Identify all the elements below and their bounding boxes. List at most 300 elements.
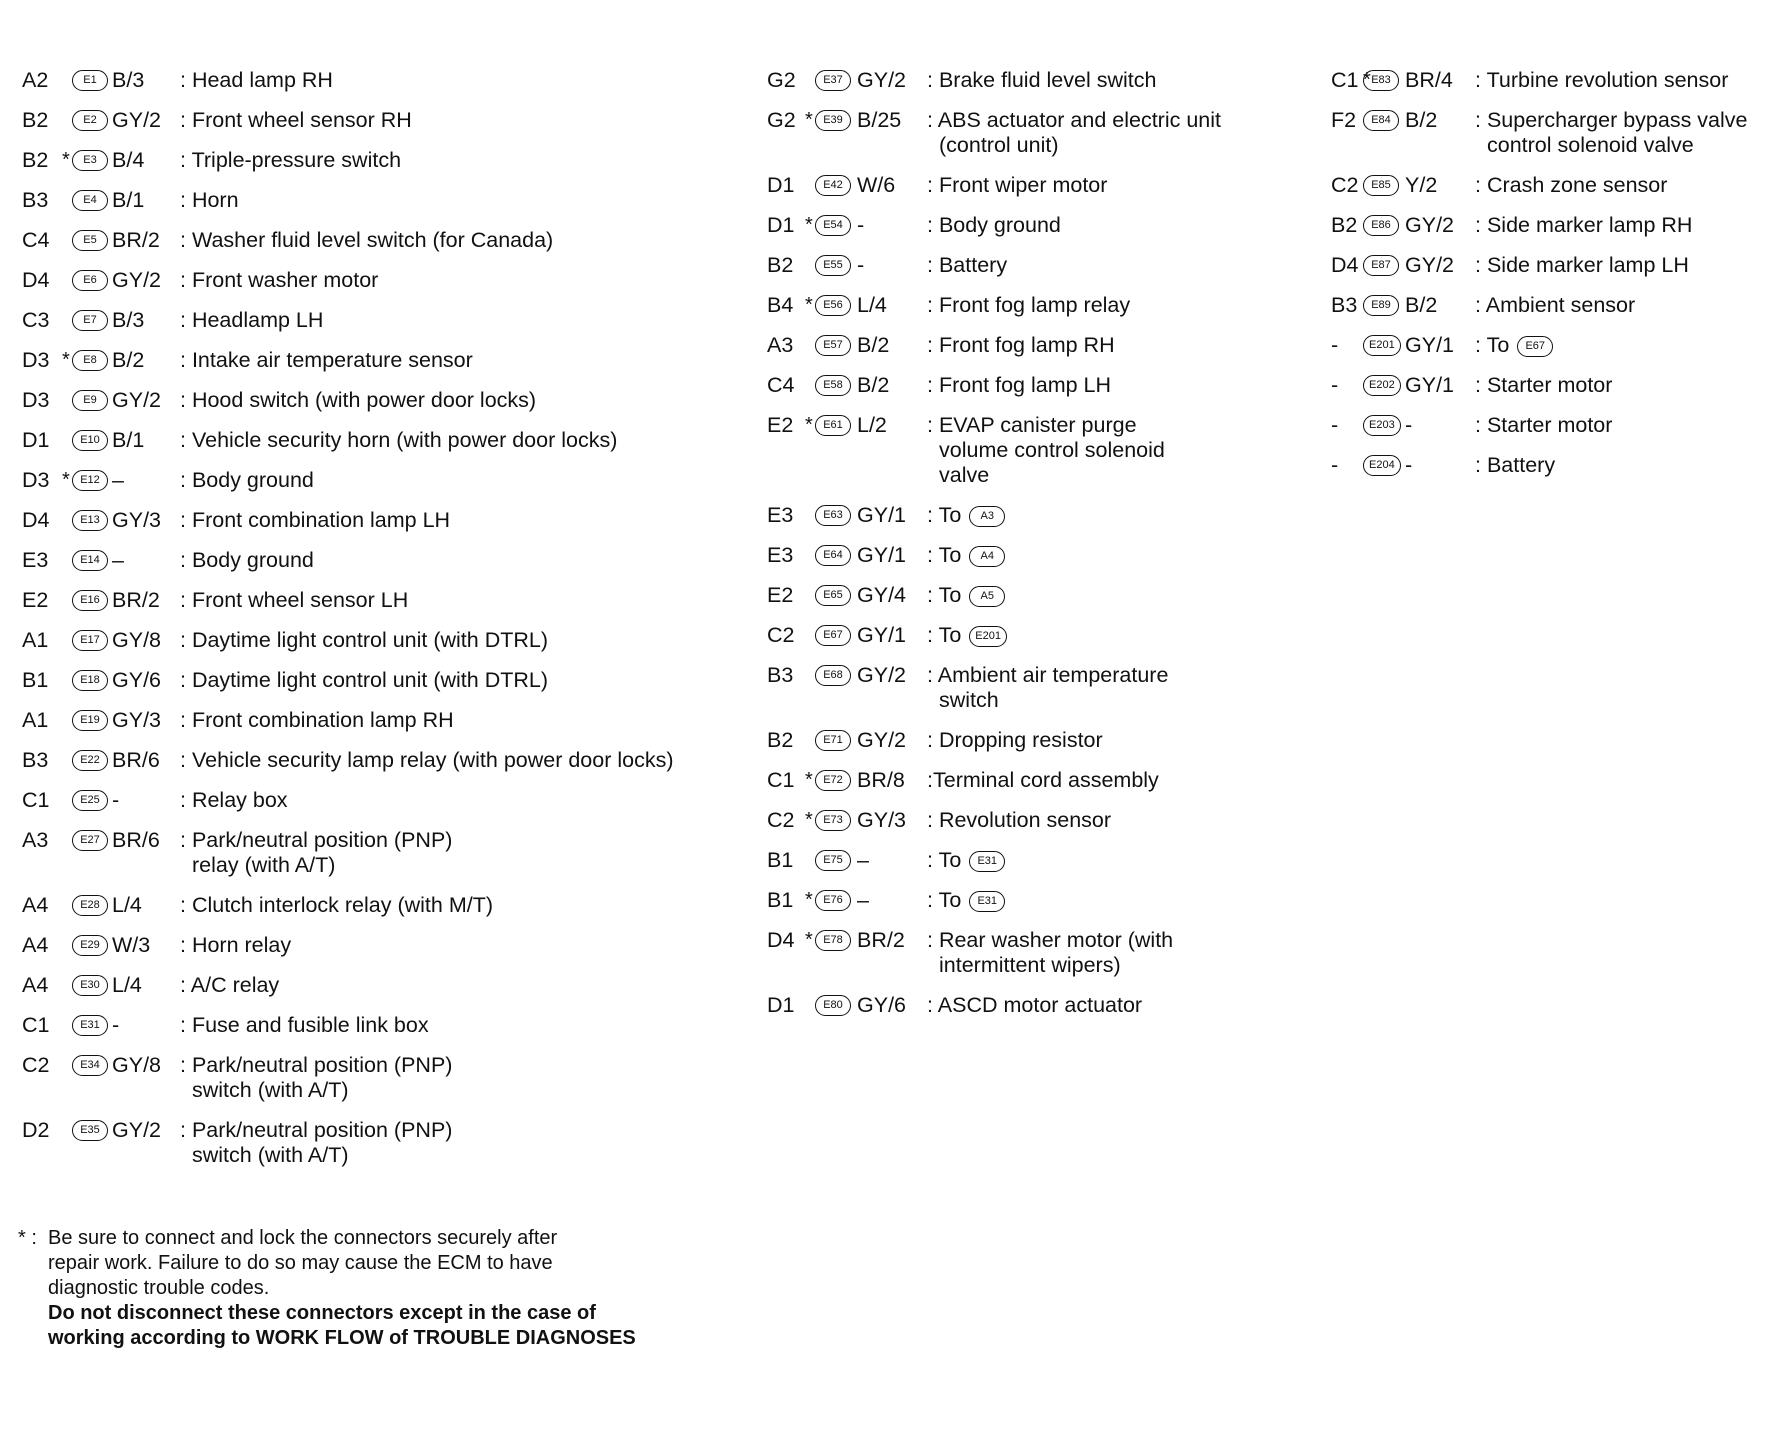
description-line: : Horn (180, 188, 239, 212)
grid-reference: D3 (22, 468, 50, 492)
connector-description (1475, 173, 1776, 198)
connector-spec: GY/3 (112, 708, 161, 732)
grid-reference: B2 (1331, 213, 1358, 237)
connector-cell (815, 543, 857, 566)
connector-row (22, 228, 752, 253)
connector-spec: – (112, 548, 124, 572)
description-line (180, 1143, 752, 1168)
description-line: : Side marker lamp RH (1475, 213, 1693, 237)
connector-number: E73 (815, 810, 851, 831)
connector-row (1331, 373, 1776, 398)
connector-spec: BR/2 (112, 228, 160, 252)
footnote-line-4: Do not disconnect these connectors except in the case of (48, 1302, 596, 1324)
connector-number: E85 (1363, 175, 1399, 196)
connector-row (767, 663, 1327, 713)
connector-number: E30 (72, 975, 108, 996)
grid-reference: F2 (1331, 108, 1357, 132)
description-text: Battery (938, 253, 1008, 277)
connector-number: E35 (72, 1120, 108, 1141)
connector-row (22, 1053, 752, 1103)
description-line: : Dropping resistor (927, 728, 1103, 752)
connector-spec: B/3 (112, 308, 145, 332)
connector-cell (1363, 173, 1405, 196)
connector-description (927, 928, 1327, 978)
connector-description (927, 543, 1327, 568)
grid-reference: D4 (22, 508, 50, 532)
connector-description (927, 333, 1327, 358)
connector-cell (72, 508, 112, 531)
connector-number: E14 (72, 550, 108, 571)
connector-spec: GY/2 (1405, 213, 1454, 237)
connector-cell (72, 933, 112, 956)
connector-spec: L/4 (112, 893, 142, 917)
connector-description (927, 413, 1327, 488)
description-line: : Horn relay (180, 933, 292, 957)
description-text: Brake fluid level switch (938, 68, 1157, 92)
description-text: Body ground (191, 548, 314, 572)
description-line: : Brake fluid level switch (927, 68, 1157, 92)
description-line: : Front combination lamp LH (180, 508, 451, 532)
grid-reference: A2 (22, 68, 49, 92)
grid-reference: - (1331, 373, 1339, 397)
grid-reference: C4 (22, 228, 50, 252)
connector-number: E202 (1363, 375, 1401, 396)
description-text: Park/neutral position (PNP) (191, 828, 453, 852)
description-text: Ambient air temperature (937, 663, 1169, 687)
caution-star: * (805, 929, 813, 951)
connector-description (927, 663, 1327, 713)
grid-reference: D3 (22, 388, 50, 412)
connector-row (767, 293, 1327, 318)
connector-description (927, 993, 1327, 1018)
connector-cell (72, 268, 112, 291)
to-connector: E31 (969, 851, 1005, 872)
connector-spec: B/2 (112, 348, 145, 372)
grid-reference: C2 (1331, 173, 1359, 197)
connector-row (22, 388, 752, 413)
caution-star: * (805, 414, 813, 436)
connector-cell (815, 333, 857, 356)
description-text: relay (with A/T) (192, 853, 336, 877)
grid-reference: B1 (767, 848, 794, 872)
caution-star: * (805, 214, 813, 236)
connector-row (22, 268, 752, 293)
grid-reference: B3 (22, 748, 49, 772)
connector-description (1475, 333, 1776, 358)
connector-row (1331, 173, 1776, 198)
connector-description (1475, 373, 1776, 398)
description-line: : Side marker lamp LH (1475, 253, 1689, 277)
connector-description (180, 748, 752, 773)
connector-cell (72, 748, 112, 771)
description-text: To (938, 888, 962, 912)
connector-row (767, 728, 1327, 753)
description-line: : A/C relay (180, 973, 280, 997)
connector-cell (815, 808, 857, 831)
description-text: Front fog lamp LH (938, 373, 1112, 397)
connector-number: E2 (72, 110, 108, 131)
footnote-line-3: diagnostic trouble codes. (48, 1277, 270, 1299)
connector-spec: - (1405, 453, 1413, 477)
connector-number: E86 (1363, 215, 1399, 236)
connector-number: E34 (72, 1055, 108, 1076)
description-text: To (1486, 333, 1510, 357)
description-line: : Body ground (180, 468, 314, 492)
connector-row (1331, 213, 1776, 238)
grid-reference: D4 (22, 268, 50, 292)
connector-spec: GY/2 (1405, 253, 1454, 277)
description-text: Rear washer motor (with (938, 928, 1174, 952)
description-line (927, 463, 1327, 488)
connector-spec: GY/2 (857, 68, 906, 92)
connector-number: E31 (72, 1015, 108, 1036)
connector-cell (815, 728, 857, 751)
footnote-line-2: repair work. Failure to do so may cause the ECM to have (48, 1252, 553, 1274)
connector-row (22, 828, 752, 878)
connector-description (927, 808, 1327, 833)
connector-cell (72, 548, 112, 571)
description-line: : Front fog lamp LH (927, 373, 1112, 397)
connector-description (180, 468, 752, 493)
connector-description (180, 828, 752, 878)
description-text: Front fog lamp relay (938, 293, 1131, 317)
description-text: switch (with A/T) (192, 1143, 349, 1167)
connector-number: E7 (72, 310, 108, 331)
connector-description (927, 848, 1327, 873)
connector-spec: BR/6 (112, 828, 160, 852)
description-text: Intake air temperature sensor (191, 348, 473, 372)
to-connector: A3 (969, 506, 1005, 527)
connector-spec: GY/1 (1405, 373, 1454, 397)
connector-number: E42 (815, 175, 851, 196)
grid-reference: B2 (767, 253, 794, 277)
connector-number: E22 (72, 750, 108, 771)
connector-row (22, 973, 752, 998)
caution-star: * (805, 109, 813, 131)
connector-number: E80 (815, 995, 851, 1016)
connector-spec: GY/6 (857, 993, 906, 1017)
connector-row (767, 993, 1327, 1018)
connector-description (927, 888, 1327, 913)
connector-description (180, 428, 752, 453)
connector-description (1475, 413, 1776, 438)
connector-row (22, 348, 752, 373)
connector-description (180, 68, 752, 93)
connector-number: E63 (815, 505, 851, 526)
description-text: volume control solenoid (939, 438, 1165, 462)
description-text: Triple-pressure switch (191, 148, 402, 172)
connector-number: E16 (72, 590, 108, 611)
description-line (927, 438, 1327, 463)
description-line: : To E31 (927, 848, 1327, 873)
connector-cell (1363, 413, 1405, 436)
grid-reference: B2 (767, 728, 794, 752)
description-text: switch (with A/T) (192, 1078, 349, 1102)
grid-reference: A4 (22, 933, 49, 957)
description-text: Front combination lamp RH (191, 708, 454, 732)
grid-reference: A3 (22, 828, 49, 852)
to-connector: A4 (969, 546, 1005, 567)
connector-cell (1363, 453, 1405, 476)
connector-row (767, 768, 1327, 793)
connector-row (767, 543, 1327, 568)
connector-number: E18 (72, 670, 108, 691)
grid-reference: C1 (22, 788, 50, 812)
description-line: : Front washer motor (180, 268, 379, 292)
grid-reference: - (1331, 413, 1339, 437)
description-line: : Battery (1475, 453, 1556, 477)
description-line: : Clutch interlock relay (with M/T) (180, 893, 494, 917)
connector-number: E1 (72, 70, 108, 91)
caution-star: * (805, 809, 813, 831)
connector-cell (815, 848, 857, 871)
connector-spec: L/2 (857, 413, 887, 437)
grid-reference: D4 (767, 928, 795, 952)
connector-description (180, 268, 752, 293)
connector-spec: GY/6 (112, 668, 161, 692)
connector-number: E67 (815, 625, 851, 646)
description-text: Front wiper motor (938, 173, 1108, 197)
connector-row (767, 253, 1327, 278)
connector-row (22, 893, 752, 918)
description-line: : Park/neutral position (PNP) (180, 1118, 453, 1142)
description-text: EVAP canister purge (938, 413, 1137, 437)
connector-row (767, 373, 1327, 398)
connector-cell (72, 1118, 112, 1141)
grid-reference: D4 (1331, 253, 1359, 277)
description-text: intermittent wipers) (939, 953, 1121, 977)
description-text: valve (939, 463, 990, 487)
grid-reference: D2 (22, 1118, 50, 1142)
description-text: To (938, 848, 962, 872)
connector-spec: – (857, 848, 869, 872)
description-text: Horn relay (191, 933, 292, 957)
description-line: : To E201 (927, 623, 1327, 648)
connector-cell (815, 68, 857, 91)
description-text: Front wheel sensor RH (191, 108, 412, 132)
connector-description (180, 508, 752, 533)
connector-spec: GY/4 (857, 583, 906, 607)
connector-cell (815, 768, 857, 791)
connector-number: E87 (1363, 255, 1399, 276)
description-line: :Terminal cord assembly (927, 768, 1159, 792)
connector-spec: - (112, 1013, 120, 1037)
description-line (927, 688, 1327, 713)
connector-column-2 (767, 68, 1327, 1033)
description-line: : Relay box (180, 788, 288, 812)
connector-spec: B/2 (857, 373, 890, 397)
connector-row (22, 548, 752, 573)
description-text: Vehicle security horn (with power door locks) (191, 428, 618, 452)
connector-number: E19 (72, 710, 108, 731)
connector-spec: – (112, 468, 124, 492)
connector-row (767, 213, 1327, 238)
connector-description (927, 503, 1327, 528)
description-text: Horn (191, 188, 239, 212)
connector-row (1331, 453, 1776, 478)
description-line: : Front wheel sensor RH (180, 108, 412, 132)
grid-reference: - (1331, 333, 1339, 357)
connector-description (927, 583, 1327, 608)
description-text: Front wheel sensor LH (191, 588, 409, 612)
caution-star: * (62, 469, 70, 491)
description-line: : Body ground (180, 548, 314, 572)
footnote-line-5: working according to WORK FLOW of TROUBLE DIAGNOSES (48, 1327, 636, 1349)
connector-cell (1363, 293, 1405, 316)
footnote (18, 1226, 738, 1351)
description-line (1475, 133, 1776, 158)
description-text: Daytime light control unit (with DTRL) (191, 628, 549, 652)
description-line: : Rear washer motor (with (927, 928, 1174, 952)
connector-number: E83 (1363, 70, 1399, 91)
to-connector: E31 (969, 891, 1005, 912)
connector-spec: - (1405, 413, 1413, 437)
connector-description (1475, 68, 1776, 93)
connector-cell (815, 108, 857, 131)
description-text: switch (939, 688, 999, 712)
description-text: Turbine revolution sensor (1486, 68, 1729, 92)
connector-description (927, 253, 1327, 278)
connector-spec: B/2 (1405, 108, 1438, 132)
connector-cell (1363, 373, 1405, 396)
connector-description (180, 933, 752, 958)
description-text: Washer fluid level switch (for Canada) (191, 228, 554, 252)
description-text: Headlamp LH (191, 308, 324, 332)
grid-reference: A1 (22, 628, 49, 652)
grid-reference: B3 (1331, 293, 1358, 317)
connector-cell (72, 1013, 112, 1036)
connector-cell (72, 828, 112, 851)
to-connector: A5 (969, 586, 1005, 607)
connector-description (927, 68, 1327, 93)
connector-number: E39 (815, 110, 851, 131)
grid-reference: B1 (767, 888, 794, 912)
connector-row (22, 428, 752, 453)
grid-reference: E2 (767, 583, 794, 607)
description-text: Side marker lamp LH (1486, 253, 1689, 277)
connector-description (180, 228, 752, 253)
connector-spec: B/1 (112, 428, 145, 452)
grid-reference: G2 (767, 68, 796, 92)
connector-description (927, 728, 1327, 753)
connector-row (22, 1013, 752, 1038)
caution-star: * (805, 294, 813, 316)
connector-spec: BR/2 (112, 588, 160, 612)
grid-reference: C2 (767, 808, 795, 832)
description-line: : ASCD motor actuator (927, 993, 1143, 1017)
description-line: : Ambient air temperature (927, 663, 1169, 687)
connector-row (1331, 293, 1776, 318)
description-line: : Headlamp LH (180, 308, 324, 332)
connector-cell (815, 253, 857, 276)
connector-spec: GY/1 (857, 543, 906, 567)
connector-row (22, 108, 752, 133)
caution-star: * (805, 889, 813, 911)
connector-number: E27 (72, 830, 108, 851)
grid-reference: B3 (22, 188, 49, 212)
connector-number: E25 (72, 790, 108, 811)
connector-number: E29 (72, 935, 108, 956)
connector-row (22, 188, 752, 213)
connector-spec: GY/2 (857, 728, 906, 752)
description-line: : Park/neutral position (PNP) (180, 1053, 453, 1077)
connector-spec: GY/1 (1405, 333, 1454, 357)
connector-spec: GY/8 (112, 1053, 161, 1077)
description-line: : Revolution sensor (927, 808, 1112, 832)
description-text: Hood switch (with power door locks) (191, 388, 537, 412)
connector-cell (815, 213, 857, 236)
connector-description (1475, 253, 1776, 278)
connector-spec: BR/4 (1405, 68, 1453, 92)
description-line: : To A4 (927, 543, 1327, 568)
footnote-line-1: Be sure to connect and lock the connectors securely after (48, 1227, 558, 1249)
connector-spec: GY/1 (857, 623, 906, 647)
connector-spec: B/4 (112, 148, 145, 172)
connector-cell (72, 228, 112, 251)
description-line: : Body ground (927, 213, 1061, 237)
description-line: : Front wheel sensor LH (180, 588, 409, 612)
description-line: : Front fog lamp relay (927, 293, 1131, 317)
connector-number: E76 (815, 890, 851, 911)
description-text: To (938, 583, 962, 607)
connector-number: E3 (72, 150, 108, 171)
description-line: : Hood switch (with power door locks) (180, 388, 537, 412)
connector-description (180, 1053, 752, 1103)
connector-row (1331, 108, 1776, 158)
connector-number: E4 (72, 190, 108, 211)
connector-row (767, 808, 1327, 833)
connector-description (1475, 108, 1776, 158)
description-text: Park/neutral position (PNP) (191, 1053, 453, 1077)
description-line: : Vehicle security horn (with power door locks) (180, 428, 618, 452)
description-text: Clutch interlock relay (with M/T) (191, 893, 494, 917)
connector-number: E203 (1363, 415, 1401, 436)
description-line: : Starter motor (1475, 413, 1613, 437)
connector-cell (72, 893, 112, 916)
description-text: Front washer motor (191, 268, 379, 292)
connector-cell (72, 428, 112, 451)
description-text: Starter motor (1486, 373, 1613, 397)
connector-number: E201 (1363, 335, 1401, 356)
connector-description (180, 388, 752, 413)
connector-row (767, 173, 1327, 198)
description-line: : Ambient sensor (1475, 293, 1636, 317)
connector-cell (815, 293, 857, 316)
connector-row (22, 468, 752, 493)
connector-spec: B/25 (857, 108, 902, 132)
connector-row (22, 68, 752, 93)
connector-description (180, 973, 752, 998)
description-text: Revolution sensor (938, 808, 1112, 832)
connector-number: E72 (815, 770, 851, 791)
connector-spec: W/6 (857, 173, 896, 197)
connector-number: E28 (72, 895, 108, 916)
connector-column-1 (22, 68, 752, 1183)
description-line: : To A3 (927, 503, 1327, 528)
connector-cell (72, 1053, 112, 1076)
connector-row (22, 788, 752, 813)
connector-cell (1363, 333, 1405, 356)
description-text: Fuse and fusible link box (191, 1013, 429, 1037)
connector-description (180, 108, 752, 133)
caution-star: * (62, 149, 70, 171)
connector-cell (72, 468, 112, 491)
connector-cell (1363, 213, 1405, 236)
grid-reference: E2 (22, 588, 49, 612)
connector-spec: BR/6 (112, 748, 160, 772)
connector-description (180, 188, 752, 213)
connector-column-3 (1331, 68, 1776, 493)
